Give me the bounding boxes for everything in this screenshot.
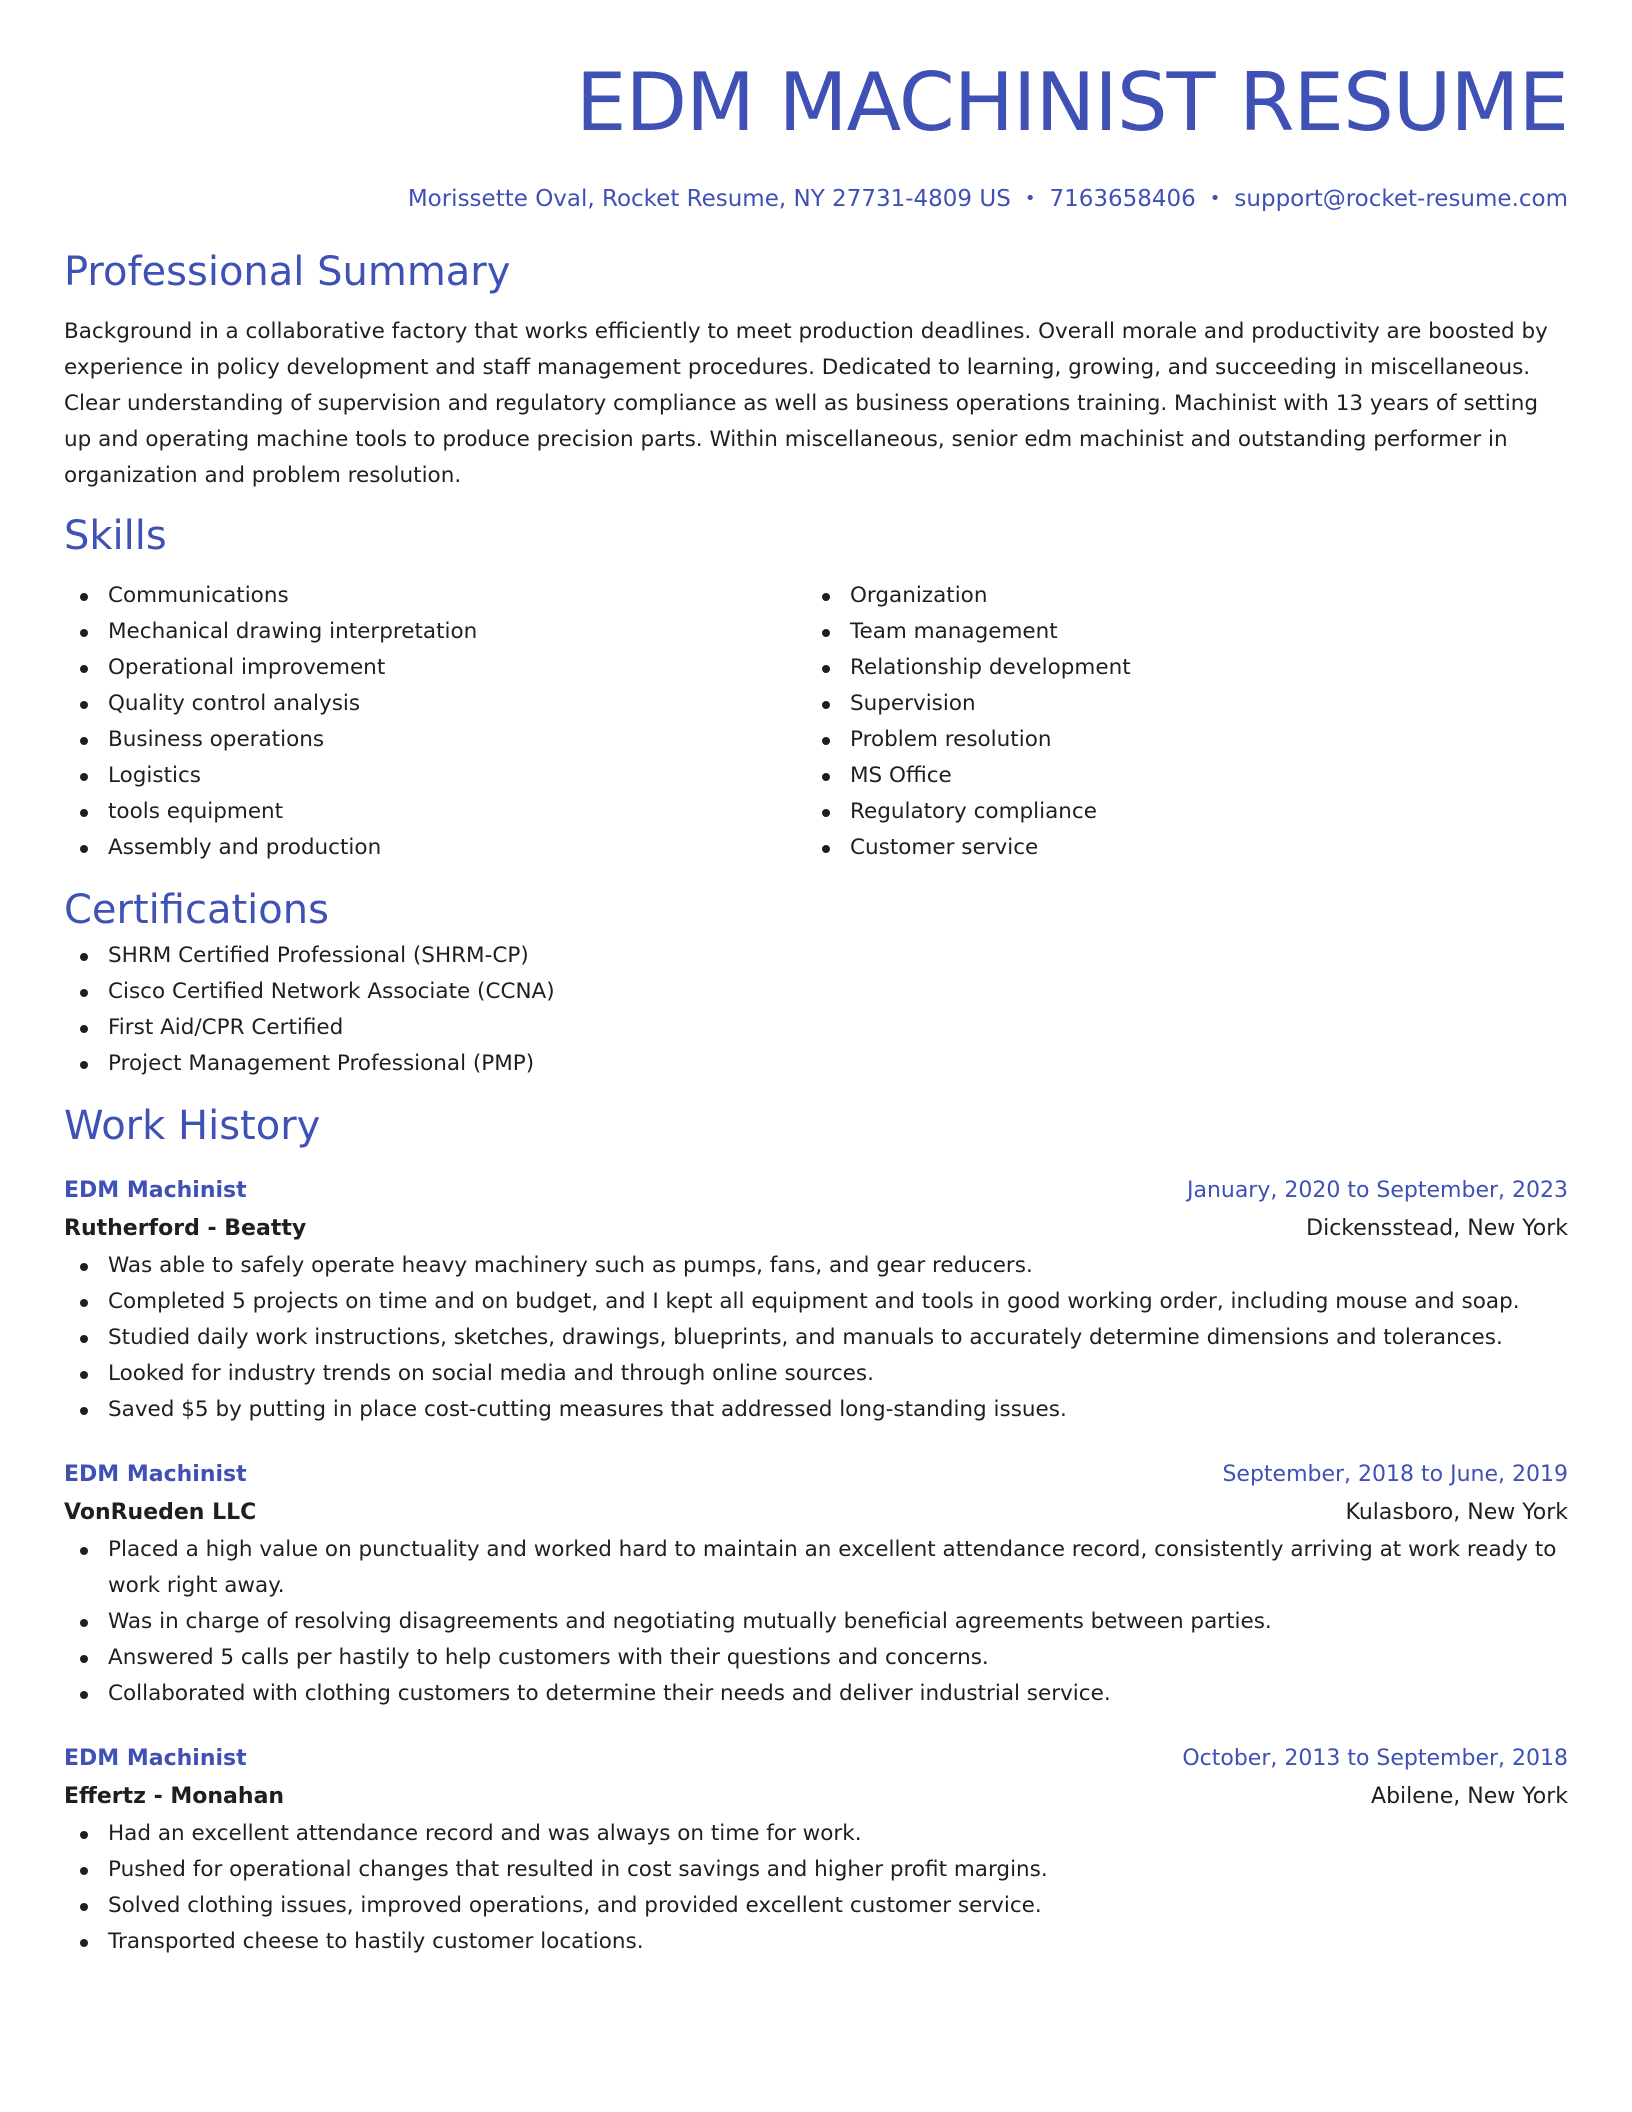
job-location: Dickensstead, New York: [1306, 1216, 1568, 1241]
job-bullet: Had an excellent attendance record and was always on time for work.: [64, 1816, 1568, 1852]
certifications-heading: Certifications: [64, 887, 329, 933]
job-entry: [64, 1740, 1568, 1960]
job-title: EDM Machinist: [64, 1746, 247, 1771]
job-title: EDM Machinist: [64, 1178, 247, 1203]
job-bullet: Was able to safely operate heavy machinery such as pumps, fans, and gear reducers.: [64, 1248, 1568, 1284]
job-bullet: Answered 5 calls per hastily to help customers with their questions and concerns.: [64, 1640, 1568, 1676]
contact-phone: 7163658406: [1049, 186, 1196, 212]
skill-item: Team management: [806, 614, 1548, 650]
job-company-row: [64, 1778, 1568, 1816]
job-bullet: Collaborated with clothing customers to determine their needs and deliver industrial service.: [64, 1676, 1568, 1712]
certification-item: First Aid/CPR Certified: [64, 1010, 1568, 1046]
skill-item: Relationship development: [806, 650, 1548, 686]
certification-item: SHRM Certified Professional (SHRM-CP): [64, 938, 1568, 974]
job-dates: September, 2018 to June, 2019: [1222, 1462, 1568, 1487]
job-bullet: Was in charge of resolving disagreements and negotiating mutually beneficial agreements between parties.: [64, 1604, 1568, 1640]
job-dates: October, 2013 to September, 2018: [1182, 1746, 1568, 1771]
job-bullet: Completed 5 projects on time and on budget, and I kept all equipment and tools in good working order, including mouse and soap.: [64, 1284, 1568, 1320]
job-company-row: [64, 1494, 1568, 1532]
job-bullet: Looked for industry trends on social media and through online sources.: [64, 1356, 1568, 1392]
certification-item: Project Management Professional (PMP): [64, 1046, 1568, 1082]
job-dates: January, 2020 to September, 2023: [1186, 1178, 1568, 1203]
skill-item: Business operations: [64, 722, 806, 758]
job-bullets: [64, 1532, 1568, 1712]
job-bullet: Transported cheese to hastily customer locations.: [64, 1924, 1568, 1960]
summary-text: Background in a collaborative factory that works efficiently to meet production deadlines. Overall morale and productivity are boosted by experience in policy development and staff management procedures. Dedicated to learning, growing, and succeeding in miscellaneous. Clear understanding of supervision and regulatory compliance as well as business operations training. Machinist with 13 years of setting up and operating machine tools to produce precision parts. Within miscellaneous, senior edm machinist and outstanding performer in organization and problem resolution.: [64, 319, 1548, 488]
skill-item: Operational improvement: [64, 650, 806, 686]
contact-address: Morissette Oval, Rocket Resume, NY 27731-4809 US: [407, 186, 1011, 212]
job-location: Kulasboro, New York: [1345, 1500, 1568, 1525]
job-entry: [64, 1172, 1568, 1428]
contact-separator: •: [1024, 188, 1036, 209]
certification-item: Cisco Certified Network Associate (CCNA): [64, 974, 1568, 1010]
skill-item: Problem resolution: [806, 722, 1548, 758]
contact-line: [64, 184, 1568, 214]
certifications-section: [64, 882, 1568, 1082]
skills-section: [64, 508, 1568, 866]
skills-grid: [64, 578, 1568, 866]
skill-item: Supervision: [806, 686, 1548, 722]
skill-item: Assembly and production: [64, 830, 806, 866]
work-history-heading: Work History: [64, 1103, 321, 1149]
skill-item: Organization: [806, 578, 1548, 614]
skills-column-right: [806, 578, 1548, 866]
job-company: VonRueden LLC: [64, 1500, 257, 1525]
resume-header: [64, 44, 1568, 214]
job-header-row: [64, 1740, 1568, 1778]
job-entry: [64, 1456, 1568, 1712]
job-bullet: Studied daily work instructions, sketches, drawings, blueprints, and manuals to accurately determine dimensions and tolerances.: [64, 1320, 1568, 1356]
skill-item: tools equipment: [64, 794, 806, 830]
skill-item: Customer service: [806, 830, 1548, 866]
summary-section: [64, 244, 1568, 494]
skill-item: Logistics: [64, 758, 806, 794]
job-bullet: Solved clothing issues, improved operations, and provided excellent customer service.: [64, 1888, 1568, 1924]
job-title: EDM Machinist: [64, 1462, 247, 1487]
contact-email: support@rocket-resume.com: [1234, 186, 1568, 212]
skill-item: Quality control analysis: [64, 686, 806, 722]
job-bullets: [64, 1248, 1568, 1428]
job-bullet: Placed a high value on punctuality and worked hard to maintain an excellent attendance record, consistently arriving at work ready to work right away.: [64, 1532, 1568, 1604]
summary-heading: Professional Summary: [64, 249, 511, 295]
skill-item: Mechanical drawing interpretation: [64, 614, 806, 650]
skills-heading: Skills: [64, 513, 167, 559]
job-header-row: [64, 1172, 1568, 1210]
certifications-list: [64, 938, 1568, 1082]
job-bullets: [64, 1816, 1568, 1960]
resume-name: EDM MACHINIST RESUME: [575, 56, 1568, 149]
skills-column-left: [64, 578, 806, 866]
job-header-row: [64, 1456, 1568, 1494]
job-bullet: Pushed for operational changes that resulted in cost savings and higher profit margins.: [64, 1852, 1568, 1888]
job-bullet: Saved $5 by putting in place cost-cutting measures that addressed long-standing issues.: [64, 1392, 1568, 1428]
skills-list-right: [806, 578, 1548, 866]
job-company: Rutherford - Beatty: [64, 1216, 307, 1241]
job-company: Effertz - Monahan: [64, 1784, 285, 1809]
skills-list-left: [64, 578, 806, 866]
job-location: Abilene, New York: [1371, 1784, 1568, 1809]
contact-separator: •: [1209, 188, 1221, 209]
work-history-section: [64, 1098, 1568, 1960]
skill-item: Regulatory compliance: [806, 794, 1548, 830]
skill-item: MS Office: [806, 758, 1548, 794]
job-company-row: [64, 1210, 1568, 1248]
skill-item: Communications: [64, 578, 806, 614]
